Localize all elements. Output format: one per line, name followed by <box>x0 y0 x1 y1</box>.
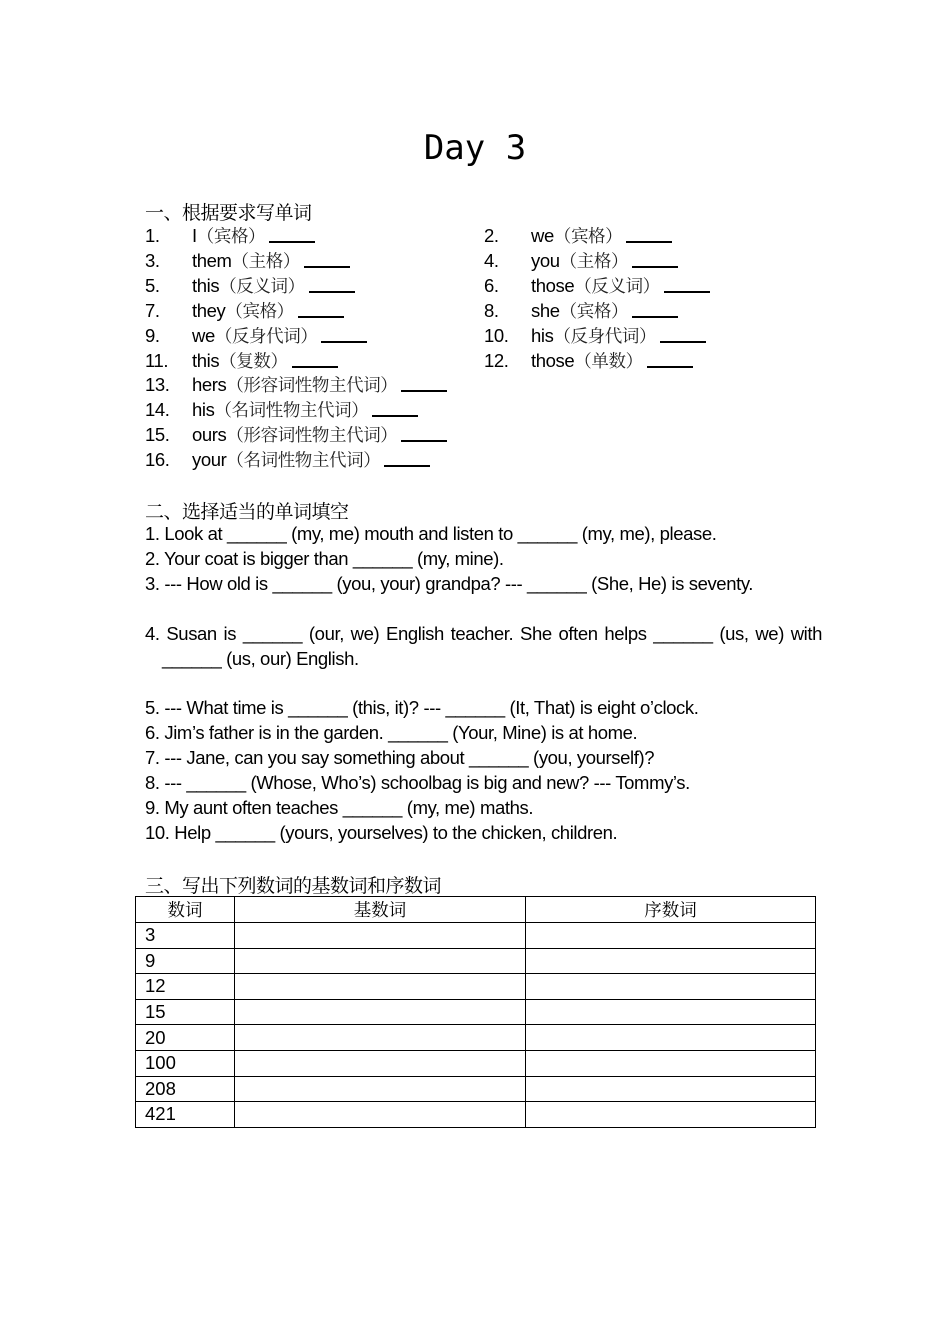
item-number: 7. <box>145 299 160 321</box>
ordinal-answer-cell[interactable] <box>526 1076 816 1102</box>
item-word: ours <box>192 424 227 446</box>
ordinal-answer-cell[interactable] <box>526 1102 816 1128</box>
item-number: 2. <box>484 225 499 246</box>
cardinal-answer-cell[interactable] <box>235 948 526 974</box>
cardinal-answer-cell[interactable] <box>235 923 526 949</box>
item-word: this <box>192 349 220 371</box>
cardinal-answer-cell[interactable] <box>235 974 526 1000</box>
numeral-cell: 3 <box>136 923 235 949</box>
item-word: this <box>192 274 220 296</box>
page-title: Day 3 <box>423 128 527 168</box>
fill-question: 1. Look at ______ (my, me) mouth and listen to ______ (my, me), please. <box>145 523 717 544</box>
item-number: 15. <box>145 424 170 446</box>
ordinal-answer-cell[interactable] <box>526 999 816 1025</box>
item-hint: （名词性物主代词） <box>214 401 369 422</box>
item-number: 16. <box>145 449 170 471</box>
item-number: 12. <box>484 349 509 371</box>
answer-blank[interactable] <box>626 223 672 243</box>
numeral-cell: 100 <box>136 1050 235 1076</box>
answer-blank[interactable] <box>304 248 350 268</box>
table-row <box>136 974 816 1000</box>
ordinal-answer-cell[interactable] <box>526 974 816 1000</box>
ordinal-answer-cell[interactable] <box>526 1025 816 1051</box>
numeral-cell: 9 <box>136 948 235 974</box>
item-word: I <box>192 225 197 246</box>
item-hint: （单数） <box>574 351 643 372</box>
numeral-cell: 12 <box>136 974 235 1000</box>
answer-blank[interactable] <box>401 372 447 392</box>
table-row <box>136 948 816 974</box>
fill-question: 7. --- Jane, can you say something about ______ (you, yourself)? <box>145 747 655 768</box>
table-row <box>136 1050 816 1076</box>
answer-blank[interactable] <box>292 348 338 368</box>
answer-blank[interactable] <box>664 273 710 293</box>
item-hint: （反身代词） <box>214 326 318 347</box>
ordinal-answer-cell[interactable] <box>526 1050 816 1076</box>
item-number: 10. <box>484 324 509 346</box>
cardinal-answer-cell[interactable] <box>235 1102 526 1128</box>
fill-question: 4. Susan is ______ (our, we) English teacher. She often helps ______ (us, we) with ______ (us, our) English. <box>145 623 822 669</box>
answer-blank[interactable] <box>384 447 430 467</box>
numeral-cell: 208 <box>136 1076 235 1102</box>
item-word: we <box>192 324 215 346</box>
table-row <box>136 923 816 949</box>
header-numeral: 数词 <box>136 897 235 923</box>
fill-question: 9. My aunt often teaches ______ (my, me) maths. <box>145 797 534 818</box>
item-number: 6. <box>484 274 499 296</box>
header-ordinal: 序数词 <box>526 897 816 923</box>
table-row <box>136 1025 816 1051</box>
item-number: 5. <box>145 274 160 296</box>
answer-blank[interactable] <box>660 323 706 343</box>
cardinal-answer-cell[interactable] <box>235 1025 526 1051</box>
item-hint: （形容词性物主代词） <box>226 376 398 397</box>
item-hint: （宾格） <box>553 227 623 247</box>
answer-blank[interactable] <box>309 273 355 293</box>
item-word: your <box>192 449 227 471</box>
item-hint: （主格） <box>559 251 629 272</box>
item-word: his <box>531 324 554 346</box>
item-number: 11. <box>145 349 169 371</box>
item-hint: （宾格） <box>225 301 294 322</box>
item-word: his <box>192 399 215 421</box>
item-word: those <box>531 274 575 296</box>
ordinal-answer-cell[interactable] <box>526 923 816 949</box>
numeral-table <box>135 896 816 1128</box>
header-cardinal: 基数词 <box>235 897 526 923</box>
fill-question: 6. Jim’s father is in the garden. ______ (Your, Mine) is at home. <box>145 722 638 743</box>
table-row <box>136 999 816 1025</box>
item-number: 13. <box>145 374 170 396</box>
item-number: 9. <box>145 324 160 346</box>
item-word: she <box>531 299 560 321</box>
item-word: you <box>531 249 560 271</box>
item-word: we <box>531 225 554 246</box>
item-hint: （宾格） <box>559 301 629 322</box>
section3-heading: 三、写出下列数词的基数词和序数词 <box>145 875 442 897</box>
answer-blank[interactable] <box>372 397 418 417</box>
item-number: 8. <box>484 299 499 321</box>
item-word: them <box>192 249 232 271</box>
item-hint: （反义词） <box>574 276 660 297</box>
cardinal-answer-cell[interactable] <box>235 1076 526 1102</box>
item-hint: （反义词） <box>219 276 305 297</box>
answer-blank[interactable] <box>298 298 344 318</box>
item-number: 4. <box>484 249 499 271</box>
item-word: they <box>192 299 226 321</box>
numeral-cell: 15 <box>136 999 235 1025</box>
item-hint: （主格） <box>231 251 300 272</box>
numeral-cell: 20 <box>136 1025 235 1051</box>
item-number: 14. <box>145 399 170 421</box>
fill-question: 2. Your coat is bigger than ______ (my, mine). <box>145 548 504 569</box>
numeral-cell: 421 <box>136 1102 235 1128</box>
fill-question: 5. --- What time is ______ (this, it)? --- ______ (It, That) is eight o’clock. <box>145 697 699 718</box>
answer-blank[interactable] <box>321 323 367 343</box>
cardinal-answer-cell[interactable] <box>235 1050 526 1076</box>
fill-question: 3. --- How old is ______ (you, your) grandpa? --- ______ (She, He) is seventy. <box>145 573 754 594</box>
section2-heading: 二、选择适当的单词填空 <box>145 501 349 523</box>
ordinal-answer-cell[interactable] <box>526 948 816 974</box>
item-hint: （名词性物主代词） <box>226 451 381 472</box>
item-hint: （反身代词） <box>553 326 657 347</box>
answer-blank[interactable] <box>647 348 693 368</box>
item-number: 1. <box>145 225 160 246</box>
item-hint: （形容词性物主代词） <box>226 426 398 447</box>
item-word: hers <box>192 374 227 396</box>
item-number: 3. <box>145 249 160 271</box>
answer-blank[interactable] <box>269 223 315 243</box>
cardinal-answer-cell[interactable] <box>235 999 526 1025</box>
item-word: those <box>531 349 575 371</box>
fill-question: 8. --- ______ (Whose, Who’s) schoolbag is big and new? --- Tommy’s. <box>145 772 690 793</box>
answer-blank[interactable] <box>401 422 447 442</box>
item-hint: （复数） <box>219 351 288 372</box>
section1-heading: 一、根据要求写单词 <box>145 202 312 224</box>
table-row <box>136 1102 816 1128</box>
answer-blank[interactable] <box>632 248 678 268</box>
item-hint: （宾格） <box>196 227 266 247</box>
answer-blank[interactable] <box>632 298 678 318</box>
fill-question: 10. Help ______ (yours, yourselves) to the chicken, children. <box>145 822 618 843</box>
table-row <box>136 1076 816 1102</box>
